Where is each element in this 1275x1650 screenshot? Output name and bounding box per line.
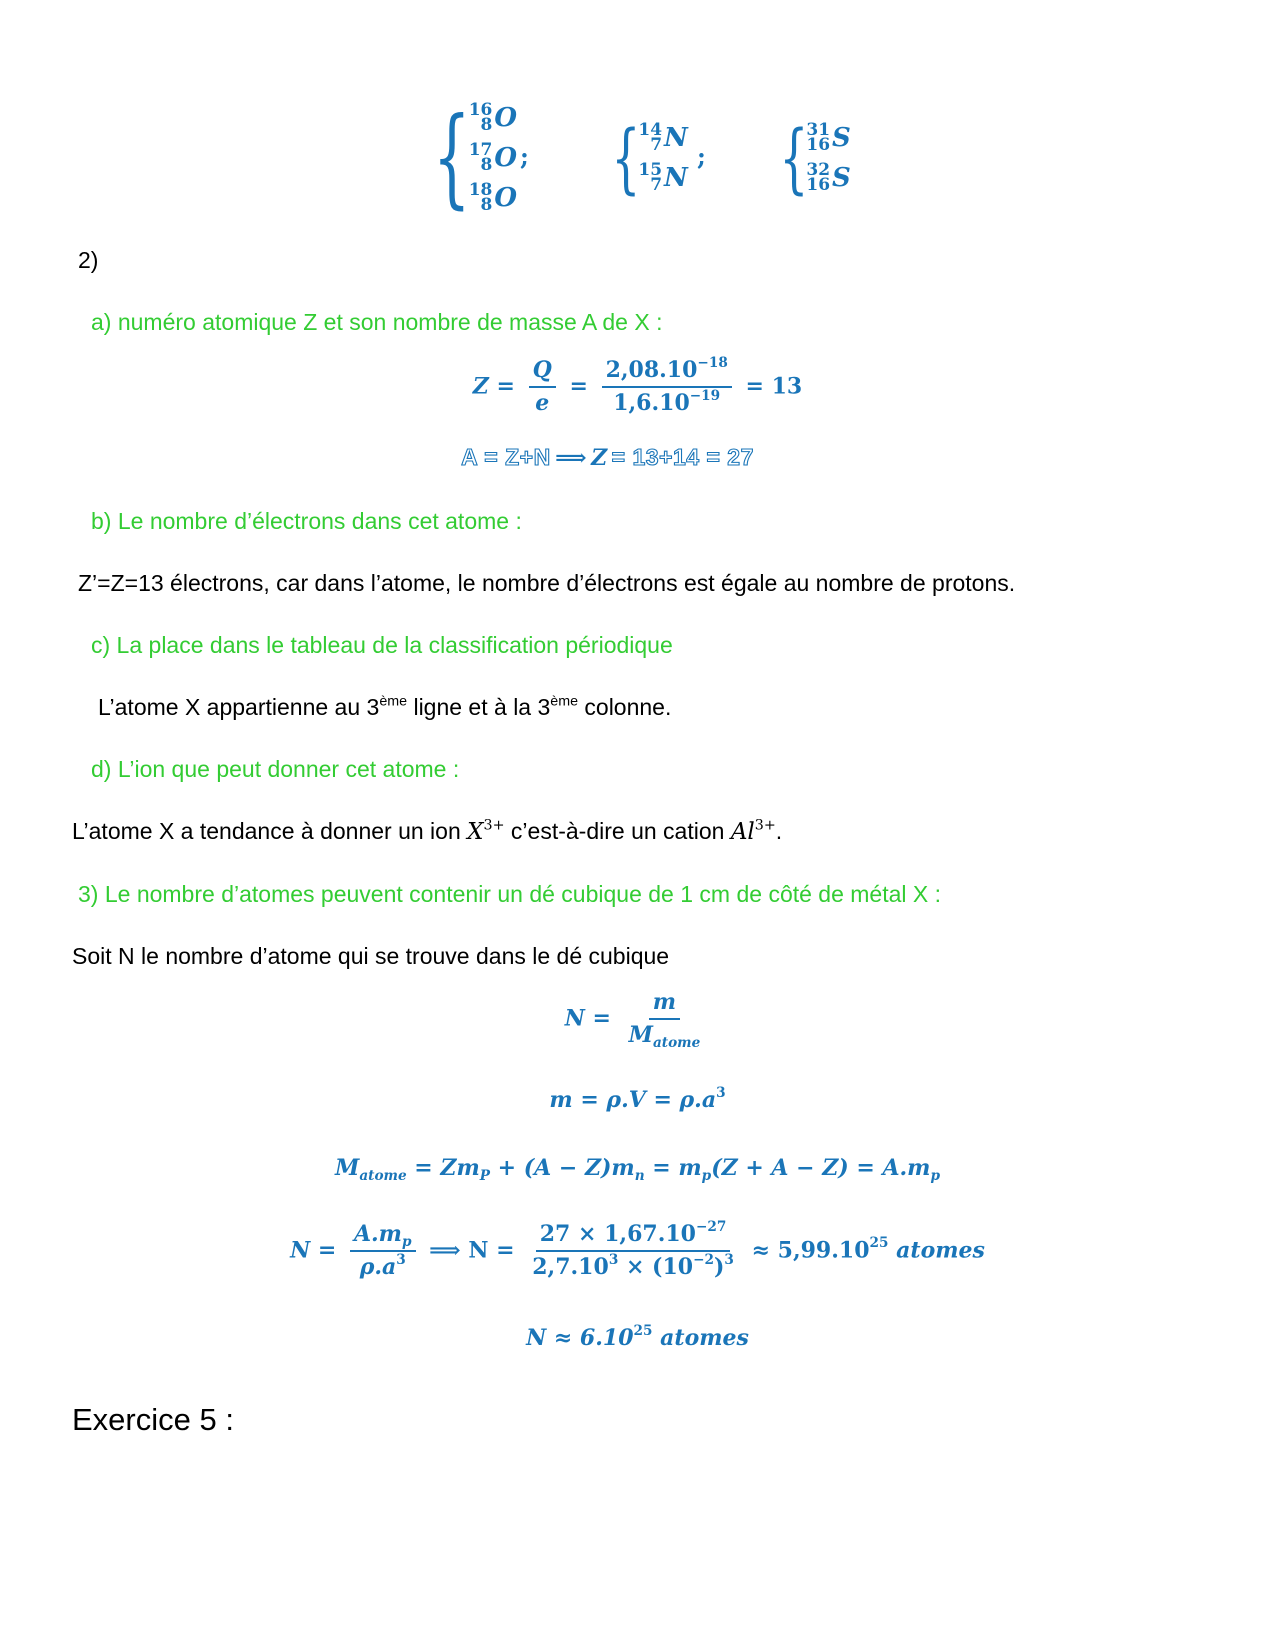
isotopes-sulfur (760, 113, 851, 202)
q2a-equation-z: Z = $\frac{Q}{e}$ = $\frac{2,08.10^{-18}}{1,6.10^{-19}}$ = 13 (472, 354, 803, 417)
isotopes-nitrogen (592, 113, 688, 202)
isotope-n14: 14 7 N (638, 120, 688, 155)
q2d-answer: L’atome X a tendance à donner un ion $X^{3+}$ c’est-à-dire un cation $Al^{3+}$. (72, 817, 783, 845)
isotopes-oxygen (402, 95, 518, 220)
q3-equation-final: $N \approx 6.10^{25}$ atomes (526, 1322, 749, 1351)
q2b-answer: Z’=Z=13 électrons, car dans l’atome, le nombre d’électrons est égale au nombre de protons. (78, 570, 1016, 596)
q2d-heading: d) L’ion que peut donner cet atome : (91, 756, 460, 782)
isotope-s31: 31 16 S (806, 120, 851, 155)
q3-intro: Soit N le nombre d’atome qui se trouve dans le dé cubique (72, 943, 670, 969)
q2a-mass-number-line: A = Z+N ⟹ Z = 13+14 = 27 (461, 444, 754, 471)
q2a-heading: a) numéro atomique Z et son nombre de masse A de X : (91, 309, 663, 335)
left-brace: { (432, 95, 471, 220)
exercise-5-heading: Exercice 5 : (72, 1402, 234, 1437)
isotope-o17: 17 8 O (468, 140, 518, 175)
separator-2: ; (697, 142, 706, 171)
isotope-n15: 15 7 N (638, 160, 688, 195)
isotope-o18: 18 8 O (468, 180, 518, 215)
q3-equation-atom-mass: $M_{atome} = Zm_P + (A - Z)m_n = m_p(Z + A - Z) = A.m_p$ (334, 1155, 940, 1184)
q3-equation-n: N = $\frac{m}{M_{atome}}$ (564, 989, 701, 1052)
q3-equation-mass: $m = \rho.V = \rho.a^3$ (549, 1084, 726, 1113)
separator-1: ; (520, 142, 529, 171)
q2b-heading: b) Le nombre d’électrons dans cet atome : (91, 508, 522, 534)
q3-heading: 3) Le nombre d’atomes peuvent contenir un dé cubique de 1 cm de côté de métal X : (78, 881, 942, 907)
isotope-o16: 16 8 O (468, 100, 518, 135)
left-brace: { (611, 113, 641, 202)
isotope-s32: 32 16 S (806, 160, 851, 195)
left-brace: { (779, 113, 809, 202)
q2c-answer: L’atome X appartienne au 3ème ligne et à la 3ème colonne. (98, 693, 672, 720)
question-2-label: 2) (78, 247, 99, 273)
q2c-heading: c) La place dans le tableau de la classification périodique (91, 632, 673, 658)
q3-equation-count: N = $\frac{A.m_p}{\rho.a^3}$ ⟹ N = $\frac{27 \times 1,67.10^{-27}}{2,7.10^3 \times (10^{-2})^3}$ ≈ $5,99.10^{25}$ atomes (290, 1218, 985, 1281)
